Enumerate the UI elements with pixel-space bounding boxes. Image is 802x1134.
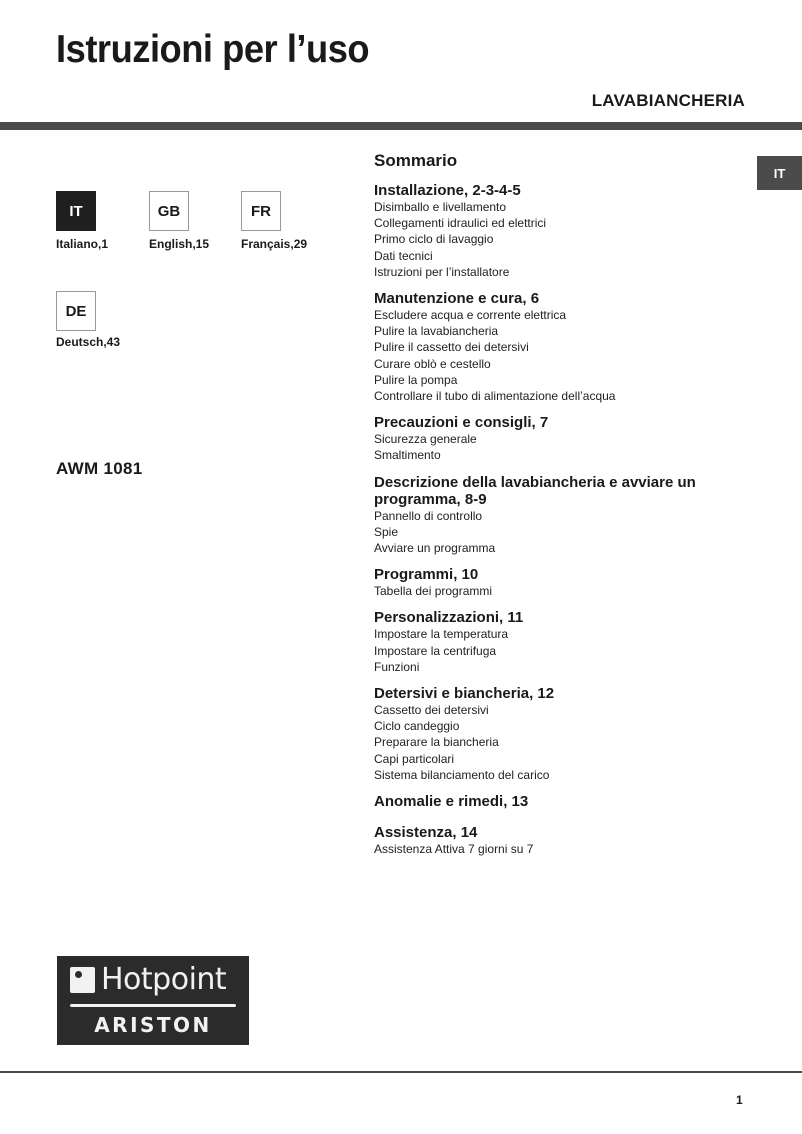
- toc-title: Sommario: [374, 151, 458, 170]
- toc-item[interactable]: Curare oblò e cestello: [374, 356, 491, 371]
- page-title: Istruzioni per l’uso: [56, 28, 370, 71]
- toc-heading[interactable]: Assistenza, 14: [374, 824, 478, 842]
- toc-section-precauzioni: [374, 414, 754, 463]
- language-label-gb: English,15: [149, 237, 210, 251]
- toc-section-programmi: [374, 566, 754, 599]
- toc-section-anomalie: [374, 793, 754, 810]
- toc-item[interactable]: Preparare la biancheria: [374, 735, 499, 750]
- toc-heading[interactable]: Installazione, 2-3-4-5: [374, 182, 521, 199]
- language-label-fr: Français,29: [241, 237, 308, 251]
- header-divider: [0, 122, 802, 130]
- toc-item[interactable]: Primo ciclo di lavaggio: [374, 232, 494, 247]
- toc-section-personalizzazioni: [374, 609, 754, 675]
- toc-item[interactable]: Capi particolari: [374, 751, 455, 766]
- language-label-de: Deutsch,43: [56, 335, 121, 349]
- toc-heading[interactable]: Descrizione della lavabiancheria e avviare un programma, 8-9: [374, 473, 696, 508]
- toc-item[interactable]: Escludere acqua e corrente elettrica: [374, 308, 567, 323]
- language-box-it[interactable]: IT: [56, 191, 96, 231]
- toc-section-manutenzione: [374, 290, 754, 404]
- logo-brand: Hotpoint: [101, 962, 227, 997]
- toc-item[interactable]: Sicurezza generale: [374, 432, 477, 447]
- toc-heading[interactable]: Precauzioni e consigli, 7: [374, 414, 549, 432]
- table-of-contents: [374, 151, 754, 867]
- toc-heading[interactable]: Detersivi e biancheria, 12: [374, 685, 555, 703]
- toc-item[interactable]: Impostare la centrifuga: [374, 643, 497, 658]
- toc-item[interactable]: Tabella dei programmi: [374, 584, 493, 599]
- toc-section-installazione: [374, 182, 754, 280]
- toc-item[interactable]: Istruzioni per l’installatore: [374, 264, 510, 279]
- toc-heading[interactable]: Personalizzazioni, 11: [374, 609, 524, 627]
- footer-divider: [0, 1071, 802, 1073]
- logo-square-icon: [70, 967, 95, 993]
- logo-sub: ARISTON: [94, 1013, 212, 1037]
- toc-heading[interactable]: Programmi, 10: [374, 566, 479, 584]
- toc-item[interactable]: Impostare la temperatura: [374, 627, 509, 642]
- language-box-de[interactable]: DE: [56, 291, 96, 331]
- toc-item[interactable]: Pulire il cassetto dei detersivi: [374, 340, 529, 355]
- toc-section-detersivi: [374, 685, 754, 783]
- logo-divider: [70, 1004, 236, 1007]
- model-number: AWM 1081: [56, 459, 143, 478]
- toc-item[interactable]: Pulire la pompa: [374, 372, 458, 387]
- toc-item[interactable]: Ciclo candeggio: [374, 719, 460, 734]
- toc-item[interactable]: Avviare un programma: [374, 541, 496, 556]
- toc-item[interactable]: Sistema bilanciamento del carico: [374, 767, 550, 782]
- toc-item[interactable]: Pulire la lavabiancheria: [374, 324, 499, 339]
- toc-item[interactable]: Controllare il tubo di alimentazione dell’acqua: [374, 389, 616, 404]
- toc-item[interactable]: Spie: [374, 524, 399, 539]
- toc-item[interactable]: Collegamenti idraulici ed elettrici: [374, 216, 547, 231]
- toc-heading[interactable]: Anomalie e rimedi, 13: [374, 793, 529, 811]
- language-label-it: Italiano,1: [56, 237, 109, 251]
- hotpoint-ariston-logo: [57, 956, 249, 1045]
- toc-section-assistenza: [374, 824, 754, 857]
- toc-item[interactable]: Assistenza Attiva 7 giorni su 7: [374, 842, 534, 857]
- toc-item[interactable]: Funzioni: [374, 659, 420, 674]
- page-number: 1: [736, 1093, 743, 1107]
- language-box-fr[interactable]: FR: [241, 191, 281, 231]
- toc-item[interactable]: Pannello di controllo: [374, 508, 483, 523]
- toc-item[interactable]: Smaltimento: [374, 448, 441, 463]
- toc-section-descrizione: [374, 474, 754, 557]
- language-box-gb[interactable]: GB: [149, 191, 189, 231]
- product-category: LAVABIANCHERIA: [591, 91, 745, 110]
- toc-item[interactable]: Dati tecnici: [374, 248, 433, 263]
- language-tab-it[interactable]: IT: [757, 156, 802, 190]
- toc-heading[interactable]: Manutenzione e cura, 6: [374, 290, 540, 308]
- toc-item[interactable]: Cassetto dei detersivi: [374, 703, 489, 718]
- toc-item[interactable]: Disimballo e livellamento: [374, 200, 507, 214]
